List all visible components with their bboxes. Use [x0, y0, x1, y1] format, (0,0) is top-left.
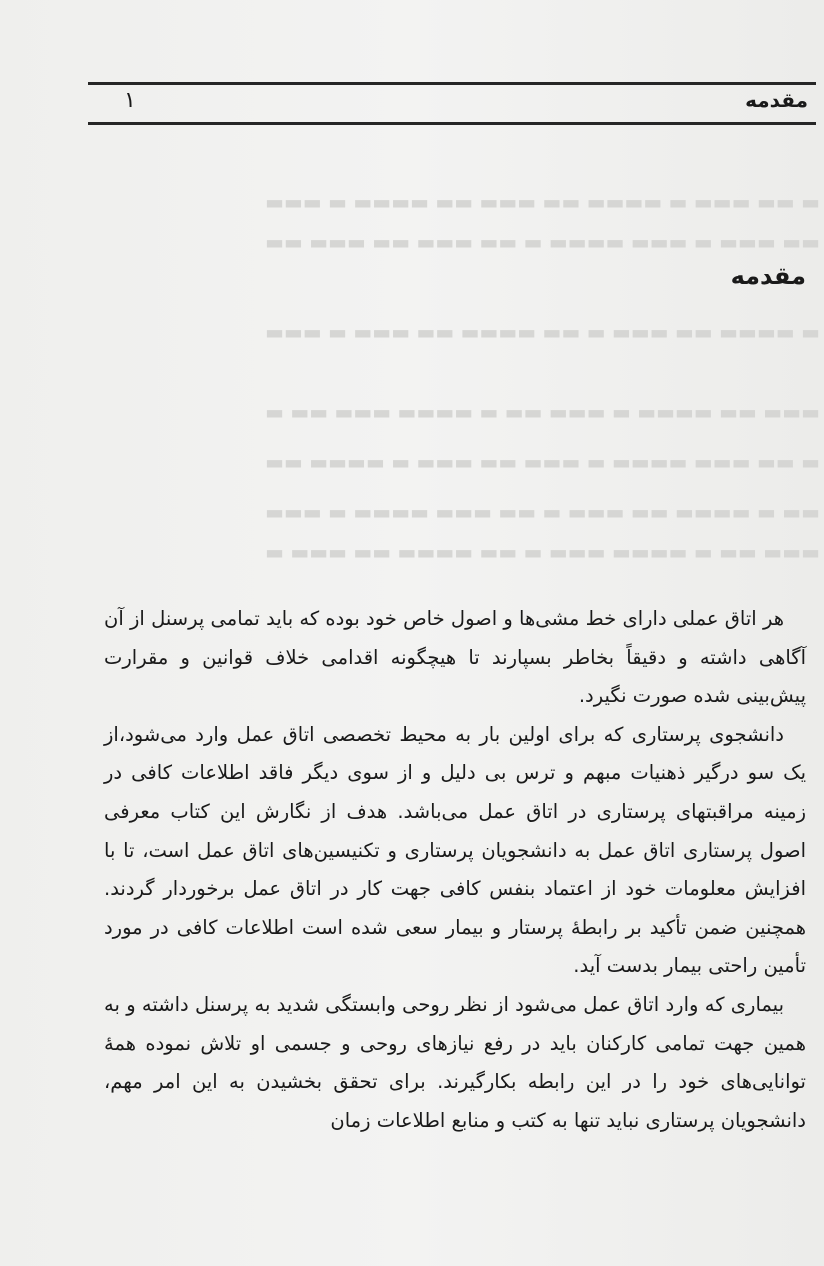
bleed-through-line: ▬▬▬ ▬▬ ▬ ▬▬▬▬ ▬▬▬ ▬ ▬▬ ▬▬▬▬ ▬▬ ▬▬▬ ▬ — [265, 540, 820, 564]
bleed-through-line: ▬▬ ▬▬▬ ▬ ▬▬▬ ▬▬▬▬ ▬ ▬▬ ▬▬▬ ▬▬ ▬▬▬ ▬▬ — [265, 230, 820, 254]
bleed-through-line: ▬ ▬▬ ▬▬▬ ▬▬▬▬ ▬ ▬▬▬ ▬▬ ▬▬▬ ▬ ▬▬▬▬ ▬▬ — [265, 450, 820, 474]
bleed-through-line: ▬▬▬ ▬▬ ▬▬▬▬ ▬ ▬▬▬ ▬▬ ▬ ▬▬▬▬ ▬▬▬ ▬▬ ▬ — [265, 400, 820, 424]
header-rule-bottom — [88, 122, 816, 125]
page-number: ۱ — [124, 88, 136, 113]
body-text — [104, 600, 806, 1140]
paragraph: دانشجوی پرستاری که برای اولین بار به محیط تخصصی اتاق عمل وارد می‌شود،از یک سو درگیر ذهنیات مبهم و ترس بی دلیل و از سوی دیگر فاقد اطلاعات کافی در زمینه مراقبتهای پرستاری در اتاق عمل می‌باشد. هدف از نگارش این کتاب معرفی اصول پرستاری اتاق عمل به دانشجویان پرستاری و تکنیسین‌های اتاق عمل است، تا با افزایش معلومات خود از اعتماد بنفس کافی جهت کار در اتاق عمل برخوردار گردند. همچنین ضمن تأکید بر رابطهٔ پرستار و بیمار سعی شده است اطلاعات کافی در مورد تأمین راحتی بیمار بدست آید. — [104, 722, 806, 978]
paragraph: بیماری که وارد اتاق عمل می‌شود از نظر روحی وابستگی شدید به پرسنل داشته و به همین جهت تمامی کارکنان باید در رفع نیازهای روحی و جسمی او تلاش نموده همهٔ توانایی‌های خود را در این رابطه بکارگیرند. برای تحقق بخشیدن به این امر مهم، دانشجویان پرستاری نباید تنها به کتب و منابع اطلاعات زمان — [104, 992, 806, 1132]
running-title: مقدمه — [745, 88, 808, 112]
section-heading: مقدمه — [730, 262, 806, 290]
bleed-through-line: ▬ ▬▬▬▬ ▬▬ ▬▬▬ ▬ ▬▬ ▬▬▬▬ ▬▬ ▬▬▬ ▬ ▬▬▬ — [265, 320, 820, 344]
bleed-through-line: ▬▬ ▬ ▬▬▬▬ ▬▬ ▬▬▬ ▬ ▬▬ ▬▬▬ ▬▬▬▬ ▬ ▬▬▬ — [265, 500, 820, 524]
header-rule-top — [88, 82, 816, 85]
paragraph: هر اتاق عملی دارای خط مشی‌ها و اصول خاص خود بوده که باید تمامی پرسنل از آن آگاهی داشته و دقیقاً بخاطر بسپارند تا هیچگونه اقدامی خلاف قوانین و مقرارت پیش‌بینی شده صورت نگیرد. — [104, 607, 806, 708]
bleed-through-line: ▬ ▬▬ ▬▬▬ ▬ ▬▬▬▬ ▬▬ ▬▬▬ ▬▬ ▬▬▬▬ ▬ ▬▬▬ — [265, 190, 820, 214]
